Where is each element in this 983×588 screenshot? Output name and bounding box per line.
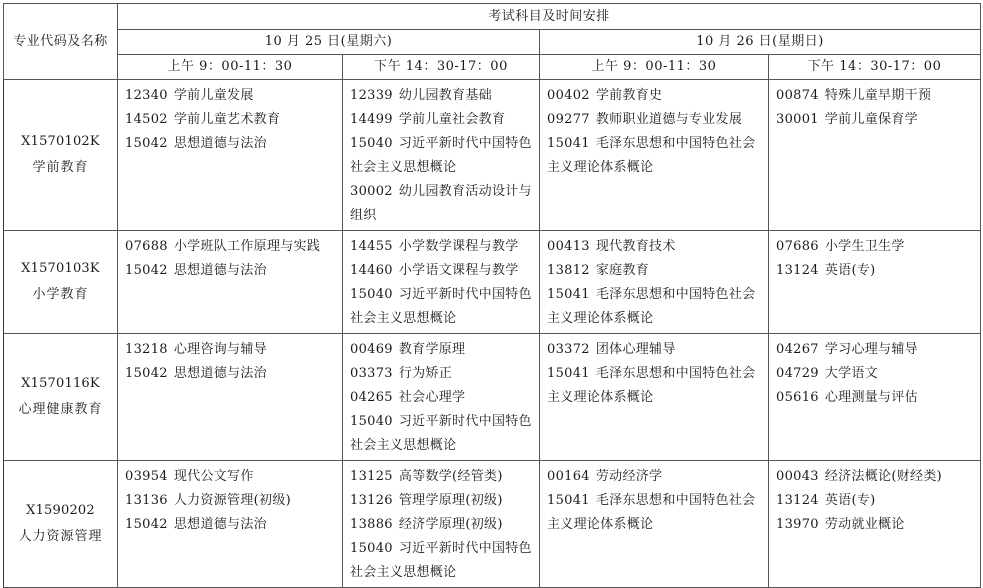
course-item <box>547 235 762 259</box>
course-item <box>350 84 533 108</box>
course-title: 毛泽东思想和中国特色社会主义理论体系概论 <box>547 366 756 405</box>
course-code: 14455 <box>350 239 393 254</box>
course-item <box>776 489 974 513</box>
course-title: 思想道德与法治 <box>173 136 267 151</box>
course-title: 学前儿童保育学 <box>824 112 918 127</box>
major-row <box>4 334 981 461</box>
course-code: 04265 <box>350 390 393 405</box>
course-code: 13218 <box>125 342 168 357</box>
exam-slot-cell <box>118 461 343 588</box>
course-code: 15042 <box>125 263 168 278</box>
course-title: 经济学原理(初级) <box>398 517 503 532</box>
major-cell <box>4 461 118 588</box>
session-header-1-pm: 下午 14：30-17：00 <box>769 55 981 80</box>
major-cell <box>4 231 118 334</box>
course-title: 特殊儿童早期干预 <box>824 88 932 103</box>
course-title: 现代公文写作 <box>173 469 254 484</box>
course-code: 15041 <box>547 287 590 302</box>
course-code: 30002 <box>350 184 393 199</box>
course-title: 学前儿童社会教育 <box>398 112 506 127</box>
course-code: 12339 <box>350 88 393 103</box>
course-code: 04729 <box>776 366 819 381</box>
course-title: 家庭教育 <box>595 263 650 278</box>
course-title: 毛泽东思想和中国特色社会主义理论体系概论 <box>547 136 756 175</box>
course-item <box>125 132 336 156</box>
course-item <box>776 513 974 537</box>
course-title: 英语(专) <box>824 493 876 508</box>
course-title: 学前儿童艺术教育 <box>173 112 281 127</box>
course-title: 大学语文 <box>824 366 879 381</box>
exam-slot-cell <box>540 334 769 461</box>
course-item <box>350 235 533 259</box>
major-cell <box>4 334 118 461</box>
course-code: 15040 <box>350 414 393 429</box>
course-item <box>547 465 762 489</box>
course-item <box>350 180 533 228</box>
course-code: 15040 <box>350 287 393 302</box>
course-item <box>350 259 533 283</box>
course-item <box>125 235 336 259</box>
course-title: 团体心理辅导 <box>595 342 676 357</box>
course-item <box>776 386 974 410</box>
course-item <box>350 386 533 410</box>
course-title: 思想道德与法治 <box>173 517 267 532</box>
course-item <box>350 465 533 489</box>
course-title: 毛泽东思想和中国特色社会主义理论体系概论 <box>547 493 756 532</box>
course-item <box>776 259 974 283</box>
course-item <box>350 283 533 331</box>
major-column-header: 专业代码及名称 <box>4 4 118 80</box>
course-title: 学前儿童发展 <box>173 88 254 103</box>
course-item <box>776 338 974 362</box>
course-code: 13970 <box>776 517 819 532</box>
course-title: 经济法概论(财经类) <box>824 469 943 484</box>
course-title: 现代教育技术 <box>595 239 676 254</box>
course-code: 13125 <box>350 469 393 484</box>
course-item <box>776 235 974 259</box>
course-item <box>125 338 336 362</box>
course-title: 幼儿园教育基础 <box>398 88 492 103</box>
course-title: 教师职业道德与专业发展 <box>595 112 743 127</box>
major-name: 学前教育 <box>32 160 89 175</box>
session-header-0-am: 上午 9：00-11：30 <box>118 55 343 80</box>
course-item <box>776 84 974 108</box>
exam-slot-cell <box>343 80 540 231</box>
course-item <box>350 410 533 458</box>
course-title: 行为矫正 <box>398 366 453 381</box>
course-code: 05616 <box>776 390 819 405</box>
course-item <box>350 489 533 513</box>
major-row <box>4 231 981 334</box>
major-cell <box>4 80 118 231</box>
course-title: 高等数学(经管类) <box>398 469 503 484</box>
course-item <box>350 537 533 585</box>
course-item <box>776 108 974 132</box>
exam-slot-cell <box>118 231 343 334</box>
course-title: 思想道德与法治 <box>173 366 267 381</box>
major-row <box>4 80 981 231</box>
course-code: 14499 <box>350 112 393 127</box>
course-code: 13124 <box>776 263 819 278</box>
course-code: 12340 <box>125 88 168 103</box>
exam-slot-cell <box>118 334 343 461</box>
course-title: 教育学原理 <box>398 342 466 357</box>
course-code: 13124 <box>776 493 819 508</box>
session-header-1-am: 上午 9：00-11：30 <box>540 55 769 80</box>
course-title: 学习心理与辅导 <box>824 342 918 357</box>
exam-slot-cell <box>343 334 540 461</box>
course-title: 习近平新时代中国特色社会主义思想概论 <box>350 136 532 175</box>
course-item <box>547 338 762 362</box>
course-item <box>776 362 974 386</box>
exam-slot-cell <box>769 231 981 334</box>
schedule-body <box>4 80 981 588</box>
course-code: 14502 <box>125 112 168 127</box>
exam-slot-cell <box>343 231 540 334</box>
course-item <box>547 132 762 180</box>
course-item <box>776 465 974 489</box>
course-code: 03954 <box>125 469 168 484</box>
exam-slot-cell <box>343 461 540 588</box>
course-item <box>350 108 533 132</box>
course-code: 15042 <box>125 366 168 381</box>
course-item <box>125 84 336 108</box>
course-code: 15041 <box>547 493 590 508</box>
course-title: 学前教育史 <box>595 88 663 103</box>
course-code: 03373 <box>350 366 393 381</box>
exam-slot-cell <box>769 461 981 588</box>
exam-slot-cell <box>118 80 343 231</box>
day-header-0: 10 月 25 日(星期六) <box>118 30 540 55</box>
course-title: 习近平新时代中国特色社会主义思想概论 <box>350 414 532 453</box>
major-row <box>4 461 981 588</box>
course-code: 00402 <box>547 88 590 103</box>
course-title: 英语(专) <box>824 263 876 278</box>
major-code: X1570116K <box>21 376 100 391</box>
course-code: 15040 <box>350 136 393 151</box>
course-item <box>547 84 762 108</box>
course-title: 小学班队工作原理与实践 <box>173 239 321 254</box>
course-title: 心理测量与评估 <box>824 390 918 405</box>
course-item <box>125 362 336 386</box>
course-code: 13812 <box>547 263 590 278</box>
course-item <box>350 513 533 537</box>
course-code: 15040 <box>350 541 393 556</box>
course-title: 管理学原理(初级) <box>398 493 503 508</box>
exam-slot-cell <box>540 231 769 334</box>
course-item <box>125 108 336 132</box>
course-title: 思想道德与法治 <box>173 263 267 278</box>
course-item <box>125 259 336 283</box>
course-title: 习近平新时代中国特色社会主义思想概论 <box>350 287 532 326</box>
course-code: 15042 <box>125 517 168 532</box>
course-title: 劳动就业概论 <box>824 517 905 532</box>
course-item <box>547 362 762 410</box>
course-code: 15041 <box>547 366 590 381</box>
course-item <box>125 465 336 489</box>
course-code: 13886 <box>350 517 393 532</box>
course-item <box>350 338 533 362</box>
course-title: 小学生卫生学 <box>824 239 905 254</box>
major-name: 小学教育 <box>32 287 89 302</box>
course-item <box>547 489 762 537</box>
exam-slot-cell <box>540 80 769 231</box>
major-code: X1590202 <box>26 503 95 518</box>
course-item <box>125 489 336 513</box>
course-code: 00469 <box>350 342 393 357</box>
course-code: 03372 <box>547 342 590 357</box>
course-title: 幼儿园教育活动设计与组织 <box>350 184 532 223</box>
course-code: 13136 <box>125 493 168 508</box>
course-item <box>350 362 533 386</box>
course-title: 心理咨询与辅导 <box>173 342 267 357</box>
session-header-0-pm: 下午 14：30-17：00 <box>343 55 540 80</box>
course-title: 小学数学课程与教学 <box>398 239 519 254</box>
exam-slot-cell <box>540 461 769 588</box>
course-item <box>547 108 762 132</box>
exam-slot-cell <box>769 334 981 461</box>
course-item <box>350 132 533 180</box>
schedule-group-header: 考试科目及时间安排 <box>118 4 981 30</box>
course-code: 30001 <box>776 112 819 127</box>
course-code: 00164 <box>547 469 590 484</box>
major-code: X1570103K <box>21 261 100 276</box>
exam-schedule-table <box>3 3 981 588</box>
course-title: 习近平新时代中国特色社会主义思想概论 <box>350 541 532 580</box>
course-code: 00413 <box>547 239 590 254</box>
major-code: X1570102K <box>21 134 100 149</box>
course-title: 劳动经济学 <box>595 469 663 484</box>
course-code: 07686 <box>776 239 819 254</box>
course-title: 小学语文课程与教学 <box>398 263 519 278</box>
course-code: 14460 <box>350 263 393 278</box>
course-code: 04267 <box>776 342 819 357</box>
course-code: 15041 <box>547 136 590 151</box>
course-code: 00043 <box>776 469 819 484</box>
course-code: 13126 <box>350 493 393 508</box>
day-header-1: 10 月 26 日(星期日) <box>540 30 981 55</box>
course-code: 09277 <box>547 112 590 127</box>
course-title: 毛泽东思想和中国特色社会主义理论体系概论 <box>547 287 756 326</box>
course-title: 社会心理学 <box>398 390 466 405</box>
course-item <box>125 513 336 537</box>
exam-slot-cell <box>769 80 981 231</box>
course-item <box>547 259 762 283</box>
course-code: 00874 <box>776 88 819 103</box>
major-name: 人力资源管理 <box>18 529 103 544</box>
course-code: 07688 <box>125 239 168 254</box>
major-name: 心理健康教育 <box>18 402 103 417</box>
course-title: 人力资源管理(初级) <box>173 493 292 508</box>
course-item <box>547 283 762 331</box>
course-code: 15042 <box>125 136 168 151</box>
